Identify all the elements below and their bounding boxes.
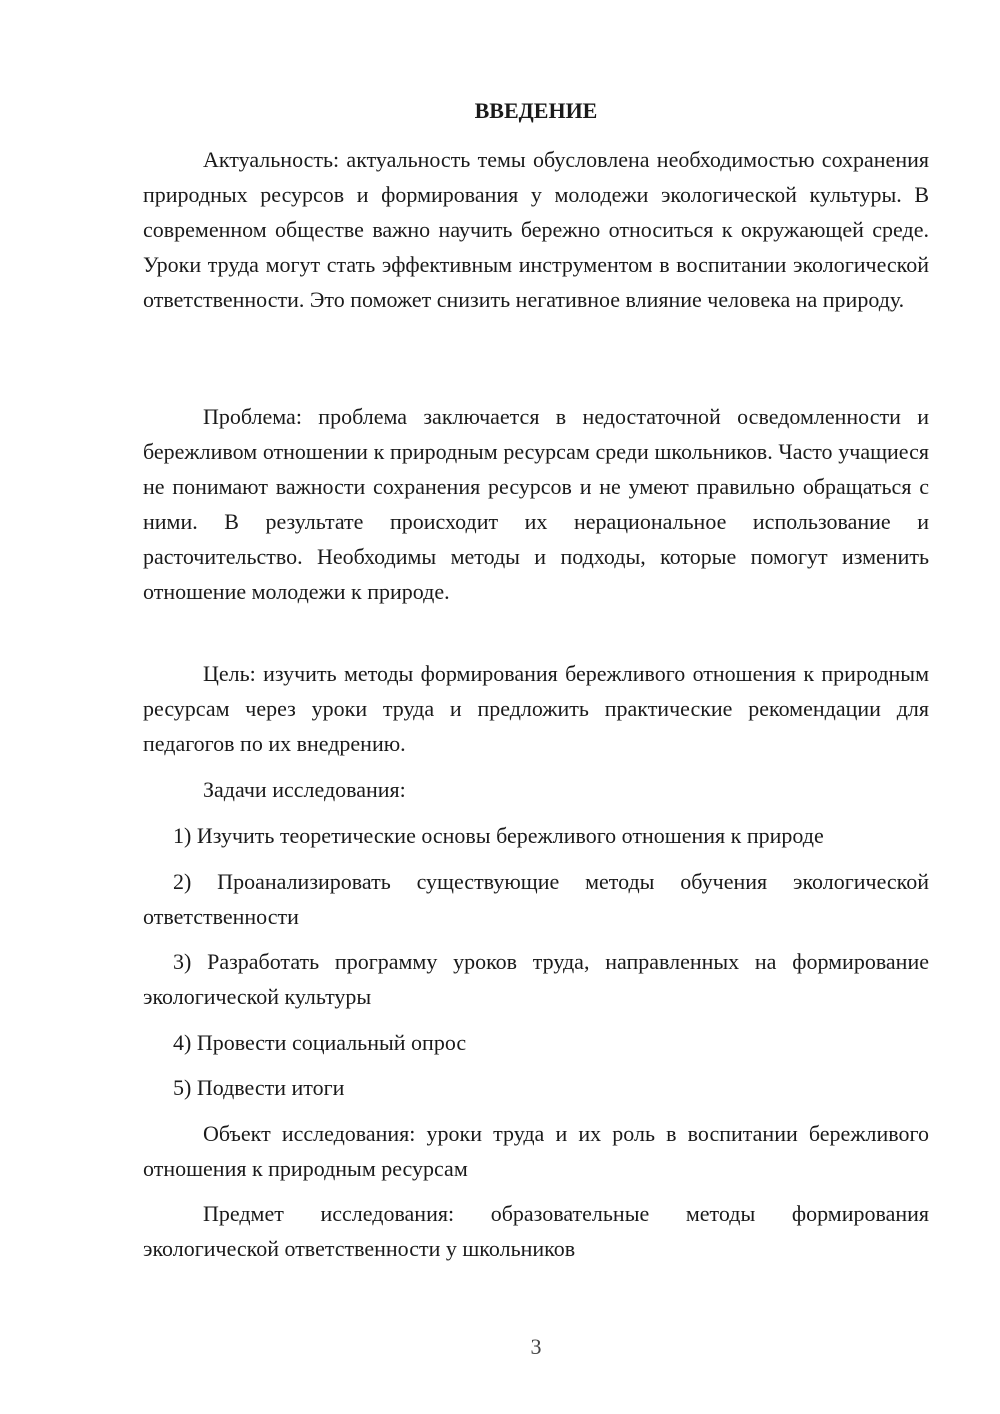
paragraph-object: Объект исследования: уроки труда и их роль в воспитании бережливого отношения к природным ресурсам: [143, 1121, 929, 1181]
paragraph-problem: Проблема: проблема заключается в недостаточной осведомленности и бережливом отношении к природным ресурсам среди школьников. Часто учащиеся не понимают важности сохранения ресурсов и не умеют правильно обращаться с ними. В результате происходит их нерациональное использование и расточительство. Необходимы методы и подходы, которые помогут изменить отношение молодежи к природе.: [143, 404, 929, 604]
task-item-5: 5) Подвести итоги: [173, 1075, 345, 1100]
page-title: ВВЕДЕНИЕ: [474, 98, 598, 123]
task-item-2: 2) Проанализировать существующие методы обучения экологической ответственности: [143, 869, 929, 929]
task-item-4: 4) Провести социальный опрос: [173, 1030, 467, 1055]
page-number: 3: [530, 1334, 542, 1359]
document-page: [143, 0, 929, 1414]
paragraph-relevance: Актуальность: актуальность темы обусловлена необходимостью сохранения природных ресурсов и формирования у молодежи экологической культуры. В современном обществе важно научить бережно относиться к окружающей среде. Уроки труда могут стать эффективным инструментом в воспитании экологической ответственности. Это поможет снизить негативное влияние человека на природу.: [143, 147, 929, 312]
paragraph-subject: Предмет исследования: образовательные методы формирования экологической ответственности у школьников: [143, 1201, 929, 1261]
paragraph-goal: Цель: изучить методы формирования бережливого отношения к природным ресурсам через уроки труда и предложить практические рекомендации для педагогов по их внедрению.: [143, 661, 929, 756]
task-item-1: 1) Изучить теоретические основы бережливого отношения к природе: [173, 823, 824, 848]
tasks-heading: Задачи исследования:: [203, 777, 406, 802]
task-item-3: 3) Разработать программу уроков труда, направленных на формирование экологической культуры: [143, 949, 929, 1009]
